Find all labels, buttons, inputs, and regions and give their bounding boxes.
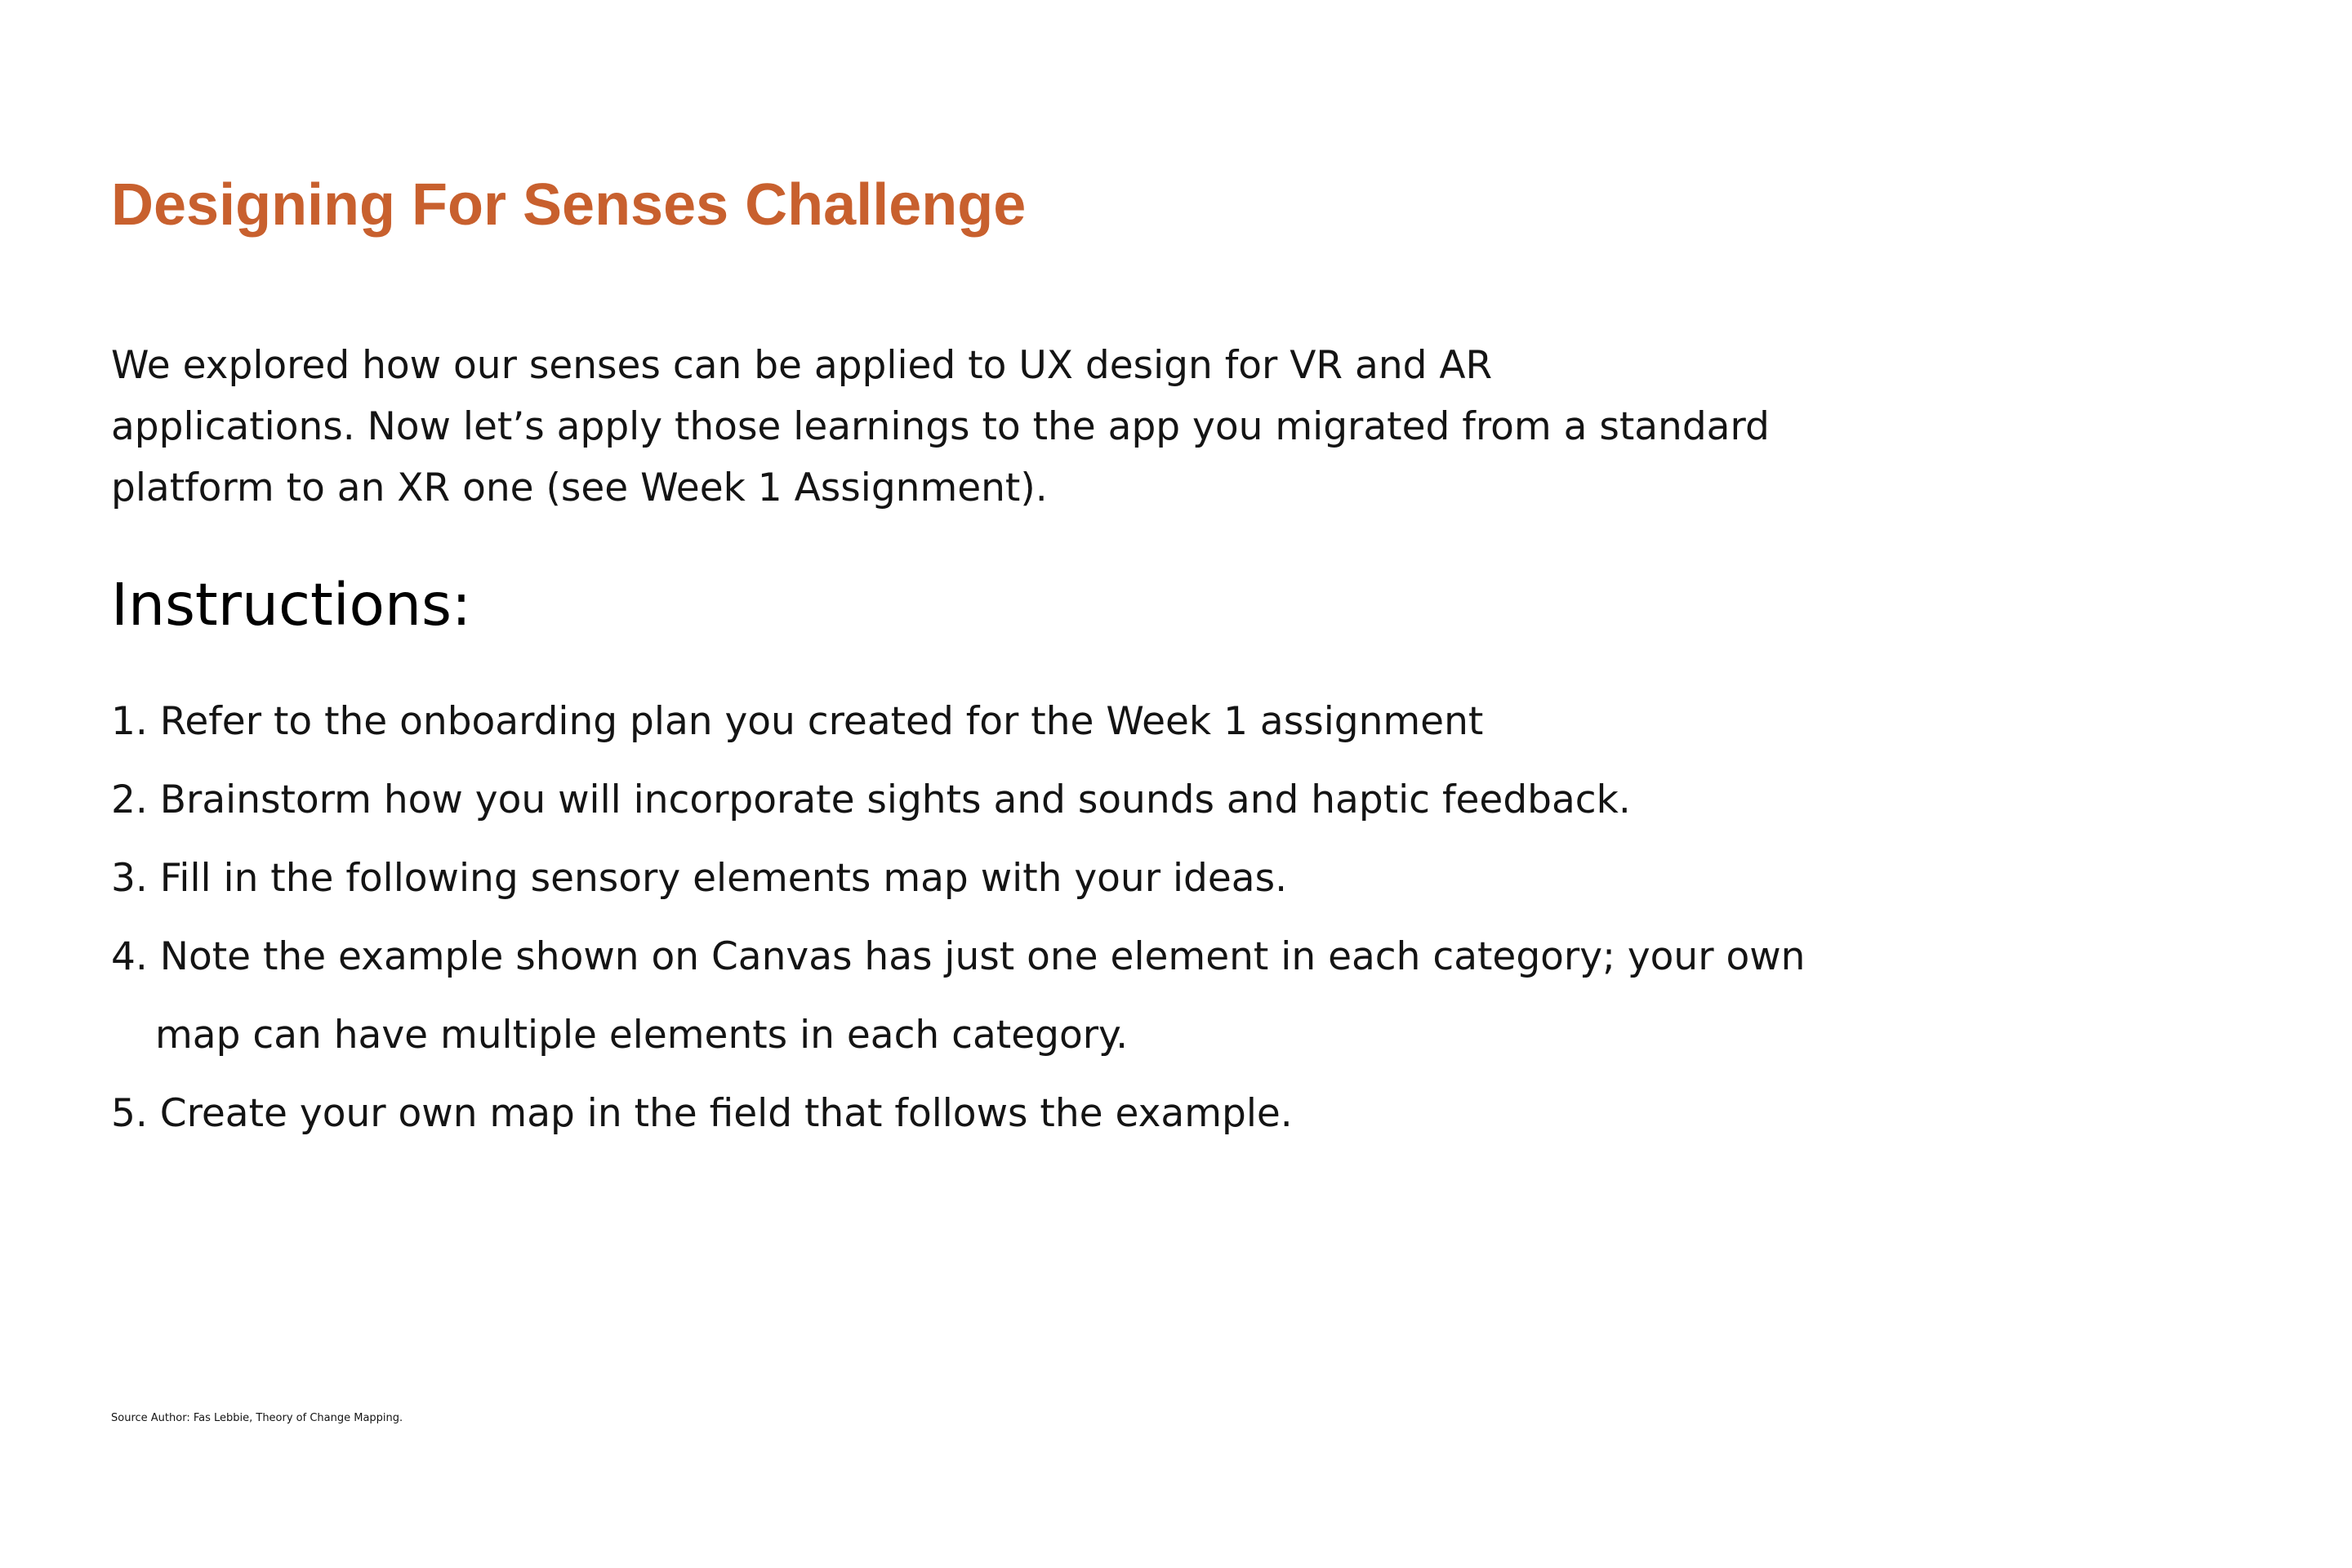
instruction-step-5: 5. Create your own map in the field that follows the example.: [111, 1091, 1293, 1136]
instruction-step-4: 4. Note the example shown on Canvas has just one element in each category; your own: [111, 934, 1806, 979]
source-credit: Source Author: Fas Lebbie, Theory of Change Mapping.: [111, 1412, 403, 1424]
instruction-step-2: 2. Brainstorm how you will incorporate sights and sounds and haptic feedback.: [111, 777, 1631, 822]
instruction-step-3: 3. Fill in the following sensory elements map with your ideas.: [111, 856, 1288, 901]
intro-paragraph: [111, 335, 1908, 519]
instruction-step-1: 1. Refer to the onboarding plan you created for the Week 1 assignment: [111, 699, 1484, 744]
instruction-step-4-continued: map can have multiple elements in each category.: [155, 1013, 1129, 1058]
intro-line-3: platform to an XR one (see Week 1 Assignment).: [111, 466, 1048, 510]
instructions-heading: Instructions:: [111, 571, 471, 639]
intro-line-1: We explored how our senses can be applied to UX design for VR and AR: [111, 343, 1493, 388]
instructions-list: [111, 683, 1805, 1153]
intro-line-2: applications. Now let’s apply those learnings to the app you migrated from a standard: [111, 404, 1770, 449]
page-title: Designing For Senses Challenge: [111, 172, 1027, 238]
